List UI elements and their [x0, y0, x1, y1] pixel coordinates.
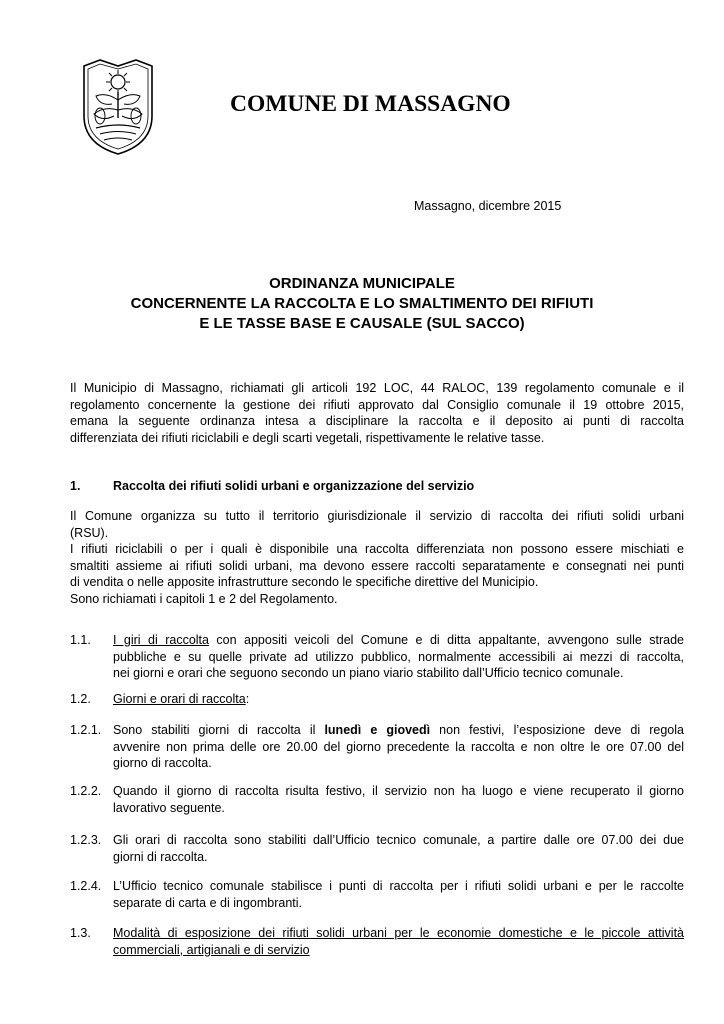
- intro-line: regolamento concernente la gestione dei rifiuti approvato dal Consiglio comunale il 19 ottobre 2015,: [70, 397, 684, 412]
- paragraph-line: smaltiti assieme ai rifiuti solidi urbani, ma devono essere raccolti separatamente e consegnati nei punti: [70, 558, 684, 573]
- item-line: nei giorni e orari che seguono secondo un piano viario stabilito dall’Ufficio tecnico comunale.: [113, 666, 624, 680]
- item-text-rest: con appositi veicoli del Comune e di ditta appaltante, avvengono sulle strade: [208, 633, 685, 647]
- item-line: giorni di raccolta.: [113, 849, 208, 864]
- item-number: 1.2.4.: [70, 879, 102, 893]
- item-line: L’Ufficio tecnico comunale stabilisce i punti di raccolta per i rifiuti solidi urbani e per le raccolte: [113, 879, 684, 893]
- municipal-coat-of-arms: [78, 56, 158, 156]
- paragraph-line: Sono richiamati i capitoli 1 e 2 del Regolamento.: [70, 591, 338, 606]
- document-title: [60, 274, 664, 334]
- title-line: ORDINANZA MUNICIPALE: [269, 275, 455, 292]
- section-number: 1.: [70, 479, 81, 493]
- item-number: 1.2.3.: [70, 833, 102, 847]
- underlined-term: I giri di raccolta: [113, 633, 209, 647]
- item-text: [113, 925, 684, 958]
- item-text: [113, 632, 684, 682]
- item-text: [113, 722, 684, 772]
- item-number: 1.2.: [70, 692, 91, 706]
- item-number: 1.3.: [70, 926, 91, 940]
- paragraph-line: I rifiuti riciclabili o per i quali è disponibile una raccolta differenziata non possono essere mischiati e: [70, 542, 684, 556]
- item-text: [113, 832, 684, 865]
- title-line: E LE TASSE BASE E CAUSALE (SUL SACCO): [199, 315, 525, 332]
- item-line: lavorativo seguente.: [113, 800, 225, 815]
- intro-line: differenziata dei rifiuti riciclabili e degli scarti vegetali, rispettivamente le relative tasse.: [70, 430, 545, 445]
- item-line: [113, 691, 684, 708]
- item-number: 1.2.2.: [70, 784, 102, 798]
- item-line: separate di carta e di ingombranti.: [113, 895, 302, 910]
- item-text: [113, 783, 684, 816]
- item-line: commerciali, artigianali e di servizio: [113, 942, 310, 957]
- item-text-pre: Sono stabiliti giorni di raccolta il: [113, 723, 325, 737]
- paragraph-line: (RSU).: [70, 525, 109, 540]
- coat-of-arms-icon: [78, 56, 158, 156]
- item-line: Gli orari di raccolta sono stabiliti dall’Ufficio tecnico comunale, a partire dalle ore 07.00 dei due: [113, 833, 684, 847]
- item-line: Modalità di esposizione dei rifiuti solidi urbani per le economie domestiche e le piccole attività: [113, 926, 684, 940]
- item-text: [113, 878, 684, 911]
- item-number: 1.1.: [70, 633, 91, 647]
- section-paragraph: [70, 508, 684, 607]
- municipality-name: COMUNE DI MASSAGNO: [230, 91, 511, 117]
- item-text-post: non festivi, l’esposizione deve di regola: [430, 723, 684, 737]
- paragraph-line: Il Comune organizza su tutto il territorio giurisdizionale il servizio di raccolta dei rifiuti solidi urbani: [70, 509, 684, 523]
- intro-line: emana la seguente ordinanza intesa a disciplinare la raccolta e il deposito ai punti di raccolta: [70, 414, 684, 428]
- section-title: Raccolta dei rifiuti solidi urbani e organizzazione del servizio: [113, 479, 475, 493]
- bold-days: lunedì e giovedì: [324, 723, 431, 737]
- item-line: avvenire non prima delle ore 20.00 del giorno precedente la raccolta e non oltre le ore 07.00 del: [113, 739, 684, 754]
- item-text-rest: :: [245, 692, 250, 706]
- title-line: CONCERNENTE LA RACCOLTA E LO SMALTIMENTO DEI RIFIUTI: [130, 295, 594, 312]
- item-text: [113, 691, 684, 708]
- item-line: pubbliche e su quelle private ad utilizzo pubblico, normalmente accessibili ai mezzi di raccolta,: [113, 649, 684, 664]
- intro-line: Il Municipio di Massagno, richiamati gli articoli 192 LOC, 44 RALOC, 139 regolamento comunale e il: [70, 381, 684, 395]
- document-date: Massagno, dicembre 2015: [414, 199, 562, 213]
- item-line: giorno di raccolta.: [113, 756, 212, 770]
- underlined-term: Giorni e orari di raccolta: [113, 692, 246, 706]
- item-line: Quando il giorno di raccolta risulta festivo, il servizio non ha luogo e viene recuperato il giorno: [113, 784, 684, 798]
- paragraph-line: di vendita o nelle apposite infrastrutture secondo le specifiche direttive del Municipio.: [70, 575, 539, 589]
- item-line: [113, 722, 684, 739]
- item-number: 1.2.1.: [70, 723, 102, 737]
- item-line: [113, 632, 684, 649]
- intro-paragraph: [70, 380, 684, 446]
